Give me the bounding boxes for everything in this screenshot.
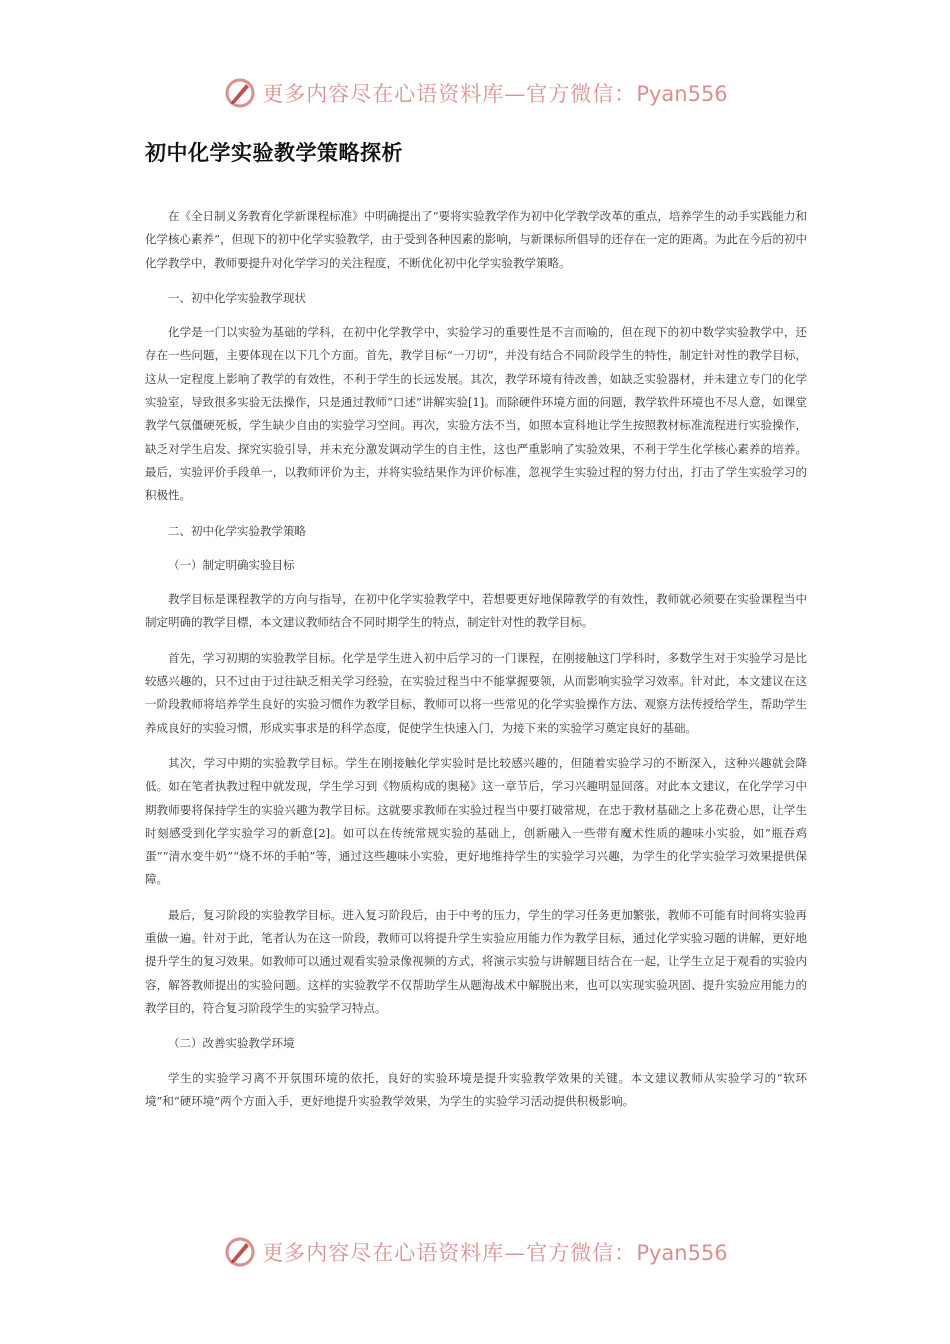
header-watermark-banner — [0, 73, 950, 113]
paragraph-environment: 学生的实验学习离不开氛围环境的依托，良好的实验环境是提升实验教学效果的关键。本文建议教师从实验学习的“软环境”和“硬环境”两个方面入手，更好地提升实验教学效果，为学生的实验学习活动提供积极影响。 — [145, 1070, 807, 1108]
section-heading-2: 二、初中化学实验教学策略 — [168, 523, 306, 538]
banner-text: 更多内容尽在心语资料库—官方微信： — [262, 82, 637, 106]
section-heading-1: 一、初中化学实验教学现状 — [168, 290, 306, 305]
paragraph-goal-early: 首先，学习初期的实验教学目标。化学是学生进入初中后学习的一门课程，在刚接触这门学科时，多数学生对于实验学习是比较感兴趣的，只不过由于过往缺乏相关学习经验，在实验过程当中不能掌握要领，从而影响实验学习效率。针对此，本文建议在这一阶段教师将培养学生良好的实验习惯作为教学目标，教师可以将一些常见的化学实验操作方法、观察方法传授给学生，帮助学生养成良好的实验习惯，形成实事求是的科学态度，促使学生快速入门，为接下来的实验学习奠定良好的基础。 — [145, 650, 807, 735]
logo-icon — [222, 75, 258, 111]
banner-wechat-id: Pyan556 — [636, 82, 728, 106]
paragraph-goal-review: 最后，复习阶段的实验教学目标。进入复习阶段后，由于中考的压力，学生的学习任务更加繁张，教师不可能有时间将实验再重做一遍。针对于此，笔者认为在这一阶段，教师可以将提升学生实验应用能力作为教学目标，通过化学实验习题的讲解，更好地提升学生的复习效果。如教师可以通过观看实验录像视频的方式，将演示实验与讲解题目结合在一起，让学生立足于观看的实验内容，解答教师提出的实验问题。这样的实验教学不仅帮助学生从题海战术中解脱出来，也可以实现实验巩固、提升实验应用能力的教学目的，符合复习阶段学生的实验学习特点。 — [145, 907, 807, 1015]
logo-icon — [222, 1234, 258, 1270]
subsection-heading-1: （一）制定明确实验目标 — [168, 557, 295, 572]
paragraph-goal-intro: 教学目标是课程教学的方向与指导，在初中化学实验教学中，若想要更好地保障教学的有效性，教师就必须要在实验课程当中制定明确的教学目標，本文建议教师结合不同时期学生的特点，制定针对性的教学目标。 — [145, 592, 807, 630]
footer-watermark-banner — [0, 1232, 950, 1272]
article-body — [145, 205, 807, 1125]
banner-text: 更多内容尽在心语资料库—官方微信： — [262, 1241, 637, 1265]
paragraph-status: 化学是一门以实验为基础的学科，在初中化学教学中，实验学习的重要性是不言而喻的，但在现下的初中数学实验教学中，还存在一些问题，主要体现在以下几个方面。首先，教学目标“一刀切”，并没有结合不同阶段学生的特性，制定针对性的教学目标，这从一定程度上影响了教学的有效性，不利于学生的长远发展。其次，教学环境有待改善，如缺乏实验器材，并未建立专门的化学实验室，导致很多实验无法操作，只是通过教师“口述”讲解实验[1]。而除硬件环境方面的问题，教学软件环境也不尽人意，如课堂教学气氛僵硬死板，学生缺少自由的实验学习空间。再次，实验方法不当，如照本宣科地让学生按照教材标准流程进行实验操作，缺乏对学生启发、探究实验引导，并未充分激发调动学生的自主性，这也严重影响了实验效果，不利于学生化学核心素养的培养。最后，实验评价手段单一，以教师评价为主，并将实验结果作为评价标准，忽视学生实验过程的努力付出，打击了学生实验学习的积极性。 — [145, 325, 807, 503]
paragraph-goal-middle: 其次，学习中期的实验教学目标。学生在刚接触化学实验时是比较感兴趣的，但随着实验学习的不断深入，这种兴趣就会降低。如在笔者执教过程中就发现，学生学习到《物质构成的奥秘》这一章节后，学习兴趣明显回落。对此本文建议，在化学学习中期教师要将保持学生的实验兴趣为教学目标。这就要求教师在实验过程当中要打破常规，在忠于教材基础之上多花费心思，让学生时刻感受到化学实验学习的新意[2]。如可以在传统常规实验的基础上，创新融入一些带有魔术性质的趣味小实验，如“瓶吞鸡蛋”“清水变牛奶”“烧不坏的手帕”等，通过这些趣味小实验，更好地维持学生的实验学习兴趣，为学生的化学实验学习效果提供保障。 — [145, 755, 807, 887]
paragraph-intro: 在《全日制义务教育化学新课程标准》中明确提出了“要将实验教学作为初中化学教学改革的重点，培养学生的动手实践能力和化学核心素养”，但现下的初中化学实验教学，由于受到各种因素的影响，与新课标所倡导的还存在一定的距离。为此在今后的初中化学教学中，教师要提升对化学学习的关注程度，不断优化初中化学实验教学策略。 — [145, 209, 807, 270]
subsection-heading-2: （二）改善实验教学环境 — [168, 1036, 295, 1051]
page-title: 初中化学实验教学策略探析 — [145, 141, 403, 165]
banner-wechat-id: Pyan556 — [636, 1241, 728, 1265]
